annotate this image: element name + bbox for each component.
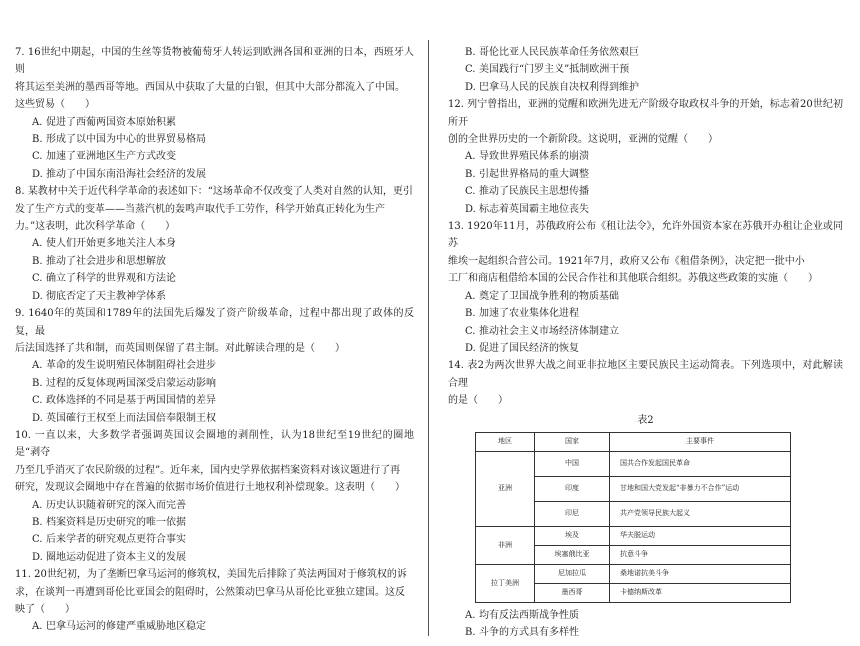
question-11 — [15, 566, 414, 636]
question-10 — [15, 427, 414, 566]
region-cell: 亚洲 — [476, 451, 535, 526]
table-title: 表2 — [637, 414, 654, 426]
option-a: A. 导致世界殖民体系的崩溃 — [465, 151, 589, 163]
question-number: 8. — [15, 186, 25, 198]
option-d: D. 彻底否定了天主教神学体系 — [32, 290, 166, 302]
option-b: B. 推动了社会进步和思想解放 — [32, 255, 166, 267]
question-number: 10. — [15, 429, 31, 441]
option-c: C. 推动社会主义市场经济体制建立 — [465, 325, 619, 337]
question-number: 11. — [15, 569, 31, 581]
question-13 — [448, 218, 843, 357]
event-cell: 卡德纳斯改革 — [610, 583, 791, 602]
question-stem: 12. 列宁曾指出，亚洲的觉醒和欧洲先进无产阶级夺取政权斗争的开始，标志着20世纪初所开 创的全世界历史的一个新阶段。这说明，亚洲的觉醒（ ） — [448, 99, 843, 146]
country-cell: 埃塞俄比亚 — [535, 545, 610, 564]
option-d: D. 促进了国民经济的恢复 — [465, 342, 579, 354]
question-number: 12. — [448, 99, 464, 111]
question-9 — [15, 305, 414, 427]
column-divider — [428, 40, 429, 636]
question-stem: 11. 20世纪初，为了垄断巴拿马运河的修筑权，美国先后排除了英法两国对于修筑权的诉 求，在谈判一再遭到哥伦比亚国会的阻碍时，公然策动巴拿马从哥伦比亚独立建国。这反 映了（ ） — [15, 569, 407, 615]
event-cell: 华夫脱运动 — [610, 526, 791, 545]
option-a: A. 促进了西葡两国资本原始积累 — [32, 116, 176, 128]
option-c: C. 加速了亚洲地区生产方式改变 — [32, 151, 176, 163]
option-d: D. 标志着英国霸主地位丧失 — [465, 203, 589, 215]
event-cell: 桑地诺抗美斗争 — [610, 564, 791, 583]
question-number: 13. — [448, 221, 464, 233]
event-cell: 共产党领导民族大起义 — [610, 501, 791, 526]
question-stem: 14. 表2为两次世界大战之间亚非拉地区主要民族民主运动简表。下列选项中，对此解读合理 的是（ ） — [448, 360, 843, 407]
question-stem: 9. 1640年的英国和1789年的法国先后爆发了资产阶级革命，过程中都出现了政体的反复，最 后法国选择了共和制，而英国则保留了君主制。对此解读合理的是（ ） — [15, 308, 414, 354]
event-cell: 甘地和国大党发起“非暴力不合作”运动 — [610, 476, 791, 501]
option-d: D. 推动了中国东南沿海社会经济的发展 — [32, 168, 206, 180]
option-b: B. 哥伦比亚人民民族革命任务依然艰巨 — [465, 47, 639, 58]
option-b: B. 过程的反复体现两国深受启蒙运动影响 — [32, 377, 216, 389]
region-cell: 拉丁美洲 — [476, 564, 535, 602]
header-country: 国家 — [535, 432, 610, 451]
question-12 — [448, 96, 843, 218]
option-c: C. 确立了科学的世界观和方法论 — [32, 273, 176, 285]
question-number: 9. — [15, 308, 25, 320]
option-a: A. 均有反法西斯战争性质 — [465, 609, 579, 621]
country-cell: 印度 — [535, 476, 610, 501]
table-row — [476, 451, 791, 476]
question-stem: 8. 某教材中关于近代科学革命的表述如下：“这场革命不仅改变了人类对自然的认知，更引 发了生产方式的变革——当蒸汽机的轰鸣声取代手工劳作，科学开始真正转化为生产 力。”这表明，此次科学革命（ ） — [15, 186, 413, 233]
option-d: D. 圈地运动促进了资本主义的发展 — [32, 551, 186, 563]
question-8 — [15, 183, 414, 305]
option-c: C. 后来学者的研究观点更符合事实 — [32, 534, 186, 546]
question-number: 7. — [15, 47, 25, 58]
option-b: B. 斗争的方式具有多样性 — [465, 627, 579, 639]
country-cell: 墨西哥 — [535, 583, 610, 602]
question-stem: 10. 一直以来，大多数学者强调英国议会圈地的剥削性，认为18世纪至19世纪的圈地是“剥夺 乃至几乎消灭了农民阶级的过程”。近年来，国内史学界依据档案资料对该议题进行了再 研究，发现议会圈地中存在普遍的依据市场价值进行土地权利补偿现象。这表明（ ） — [15, 429, 415, 494]
option-b: B. 引起世界格局的重大调整 — [465, 168, 589, 180]
question-stem: 7. 16世纪中期起，中国的生丝等货物被葡萄牙人转运到欧洲各国和亚洲的日本，西班牙人则 将其运至美洲的墨西哥等地。西国从中获取了大量的白银，但其中大部分都流入了中国。 这些贸易（ ） — [15, 47, 414, 111]
option-a: A. 革命的发生说明殖民体制阻碍社会进步 — [32, 360, 216, 372]
header-region: 地区 — [476, 432, 535, 451]
question-11-continued — [448, 44, 843, 96]
option-a: A. 奠定了卫国战争胜利的物质基础 — [465, 290, 619, 302]
option-d: D. 英国確行王权至上而法国倍奉限制王权 — [32, 412, 216, 424]
header-event: 主要事件 — [610, 432, 791, 451]
movements-table — [475, 432, 791, 603]
option-b: B. 加速了农业集体化进程 — [465, 308, 579, 320]
event-cell: 抗意斗争 — [610, 545, 791, 564]
option-c: C. 推动了民族民主思想传播 — [465, 186, 589, 198]
option-c: C. 政体选择的不同是基于两国国情的差异 — [32, 395, 216, 407]
option-d: D. 巴拿马人民的民族自决权利得到维护 — [465, 81, 639, 93]
left-column — [15, 44, 414, 636]
option-a: A. 巴拿马运河的修建严重威胁地区稳定 — [32, 621, 206, 633]
question-14 — [448, 357, 843, 641]
option-c: C. 美国践行“门罗主义”抵制欧洲干预 — [465, 64, 630, 76]
country-cell: 尼加拉瓜 — [535, 564, 610, 583]
table-header-row — [476, 432, 791, 451]
question-7 — [15, 44, 414, 183]
event-cell: 国共合作发起国民革命 — [610, 451, 791, 476]
option-a: A. 历史认识随着研究的深入而完善 — [32, 499, 186, 511]
country-cell: 印尼 — [535, 501, 610, 526]
question-stem: 13. 1920年11月，苏俄政府公布《租让法令》，允许外国资本家在苏俄开办租让企业或同苏 维埃一起组织合营公司。1921年7月，政府又公布《租借条例》，决定把一批中小 工厂和商店租借给本国的公民合作社和其他联合组织。苏俄这些政策的实施（ ） — [448, 221, 843, 285]
option-b: B. 形成了以中国为中心的世界贸易格局 — [32, 134, 206, 146]
country-cell: 中国 — [535, 451, 610, 476]
table-row — [476, 526, 791, 545]
country-cell: 埃及 — [535, 526, 610, 545]
region-cell: 非洲 — [476, 526, 535, 564]
option-a: A. 使人们开始更多地关注人本身 — [32, 238, 176, 250]
right-column — [448, 44, 843, 642]
question-number: 14. — [448, 360, 464, 372]
table-row — [476, 564, 791, 583]
option-b: B. 档案资料是历史研究的唯一依据 — [32, 516, 186, 528]
